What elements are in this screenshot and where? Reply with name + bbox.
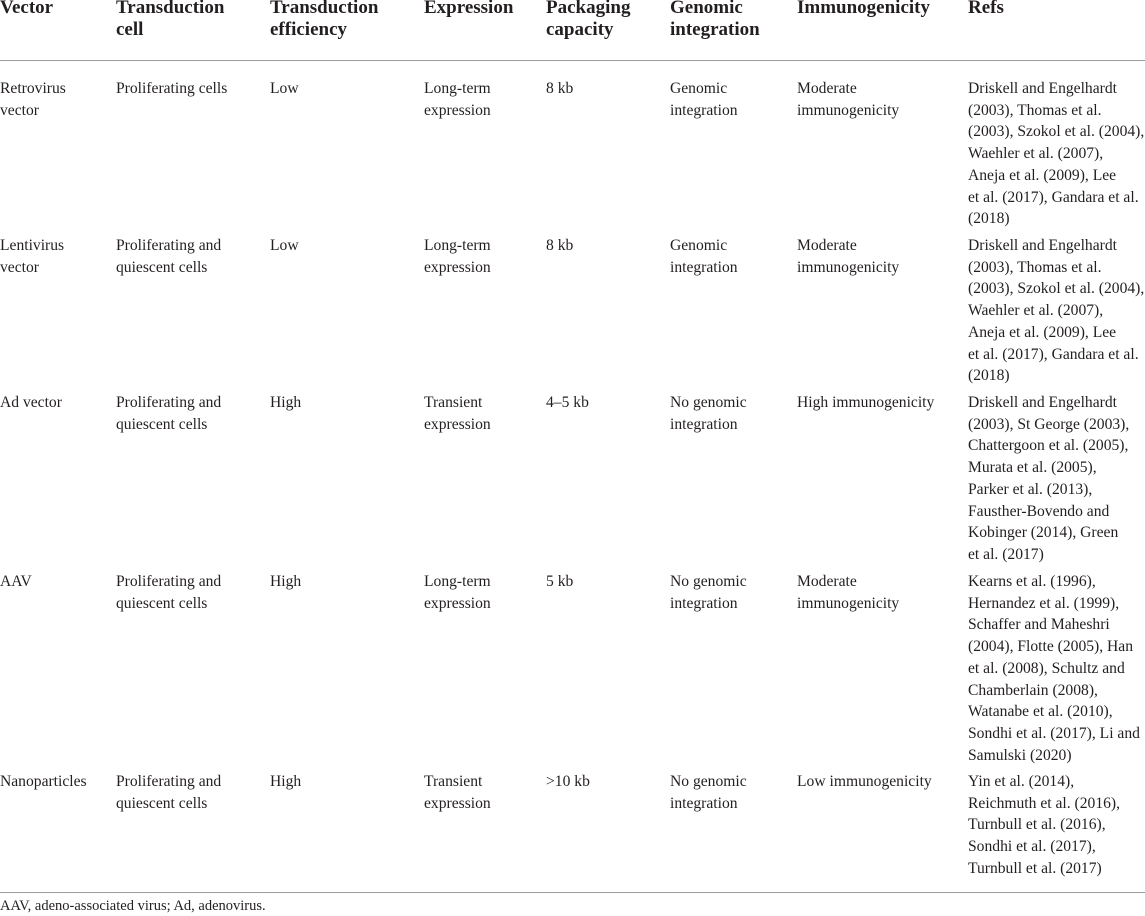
cell-integration: No genomic integration xyxy=(670,573,747,612)
cell-immunogenicity: High immunogenicity xyxy=(797,394,935,411)
header-genomic-integration: Genomic integration xyxy=(670,0,760,40)
cell-refs: Kearns et al. (1996), Hernandez et al. (1999), Schaffer and Maheshri (2004), Flotte (2005), Han et al. (2008), Schultz and Chamberlain (2008), Watanabe et al. (2010), Sondhi et al. (2017), Li and Samulski (2020) xyxy=(968,573,1140,764)
cell-transduction-cell: Proliferating and quiescent cells xyxy=(116,773,222,812)
cell-vector: AAV xyxy=(0,573,32,590)
cell-efficiency: Low xyxy=(270,80,299,97)
cell-capacity: 5 kb xyxy=(546,573,574,590)
table-header-row xyxy=(0,0,1145,61)
cell-expression: Long-term expression xyxy=(424,237,491,276)
cell-capacity: >10 kb xyxy=(546,773,590,790)
cell-capacity: 4–5 kb xyxy=(546,394,589,411)
cell-immunogenicity: Moderate immunogenicity xyxy=(797,573,900,612)
header-immunogenicity: Immunogenicity xyxy=(797,0,930,18)
cell-expression: Long-term expression xyxy=(424,573,491,612)
cell-expression: Transient expression xyxy=(424,394,491,433)
cell-transduction-cell: Proliferating cells xyxy=(116,80,228,97)
header-packaging-capacity: Packaging capacity xyxy=(546,0,631,40)
cell-capacity: 8 kb xyxy=(546,80,574,97)
cell-refs: Driskell and Engelhardt (2003), Thomas et al. (2003), Szokol et al. (2004), Waehler et al. (2007), Aneja et al. (2009), Lee et al. (2017), Gandara et al. (2018) xyxy=(968,237,1145,385)
cell-vector: Nanoparticles xyxy=(0,773,87,790)
cell-efficiency: High xyxy=(270,573,302,590)
table-bottom-rule xyxy=(0,892,1145,893)
cell-expression: Transient expression xyxy=(424,773,491,812)
cell-transduction-cell: Proliferating and quiescent cells xyxy=(116,394,222,433)
cell-immunogenicity: Moderate immunogenicity xyxy=(797,237,900,276)
header-transduction-cell: Transduction cell xyxy=(116,0,225,40)
cell-integration: Genomic integration xyxy=(670,237,738,276)
cell-integration: No genomic integration xyxy=(670,394,747,433)
cell-refs: Driskell and Engelhardt (2003), Thomas et al. (2003), Szokol et al. (2004), Waehler et al. (2007), Aneja et al. (2009), Lee et al. (2017), Gandara et al. (2018) xyxy=(968,80,1145,228)
cell-efficiency: High xyxy=(270,773,302,790)
cell-efficiency: High xyxy=(270,394,302,411)
cell-refs: Driskell and Engelhardt (2003), St George (2003), Chattergoon et al. (2005), Murata et al. (2005), Parker et al. (2013), Fausther-Bovendo and Kobinger (2014), Green et al. (2017) xyxy=(968,394,1130,563)
cell-transduction-cell: Proliferating and quiescent cells xyxy=(116,573,222,612)
cell-efficiency: Low xyxy=(270,237,299,254)
cell-transduction-cell: Proliferating and quiescent cells xyxy=(116,237,222,276)
cell-vector: Lentivirus vector xyxy=(0,237,65,276)
header-transduction-efficiency: Transduction efficiency xyxy=(270,0,379,40)
header-refs: Refs xyxy=(968,0,1004,18)
cell-integration: No genomic integration xyxy=(670,773,747,812)
header-vector: Vector xyxy=(0,0,54,18)
cell-vector: Retrovirus vector xyxy=(0,80,66,119)
cell-immunogenicity: Moderate immunogenicity xyxy=(797,80,900,119)
header-expression: Expression xyxy=(424,0,514,18)
cell-expression: Long-term expression xyxy=(424,80,491,119)
cell-immunogenicity: Low immunogenicity xyxy=(797,773,932,790)
cell-capacity: 8 kb xyxy=(546,237,574,254)
cell-vector: Ad vector xyxy=(0,394,62,411)
table-footnote: AAV, adeno-associated virus; Ad, adenovirus. xyxy=(0,898,266,914)
cell-integration: Genomic integration xyxy=(670,80,738,119)
cell-refs: Yin et al. (2014), Reichmuth et al. (2016), Turnbull et al. (2016), Sondhi et al. (2017), Turnbull et al. (2017) xyxy=(968,773,1121,877)
